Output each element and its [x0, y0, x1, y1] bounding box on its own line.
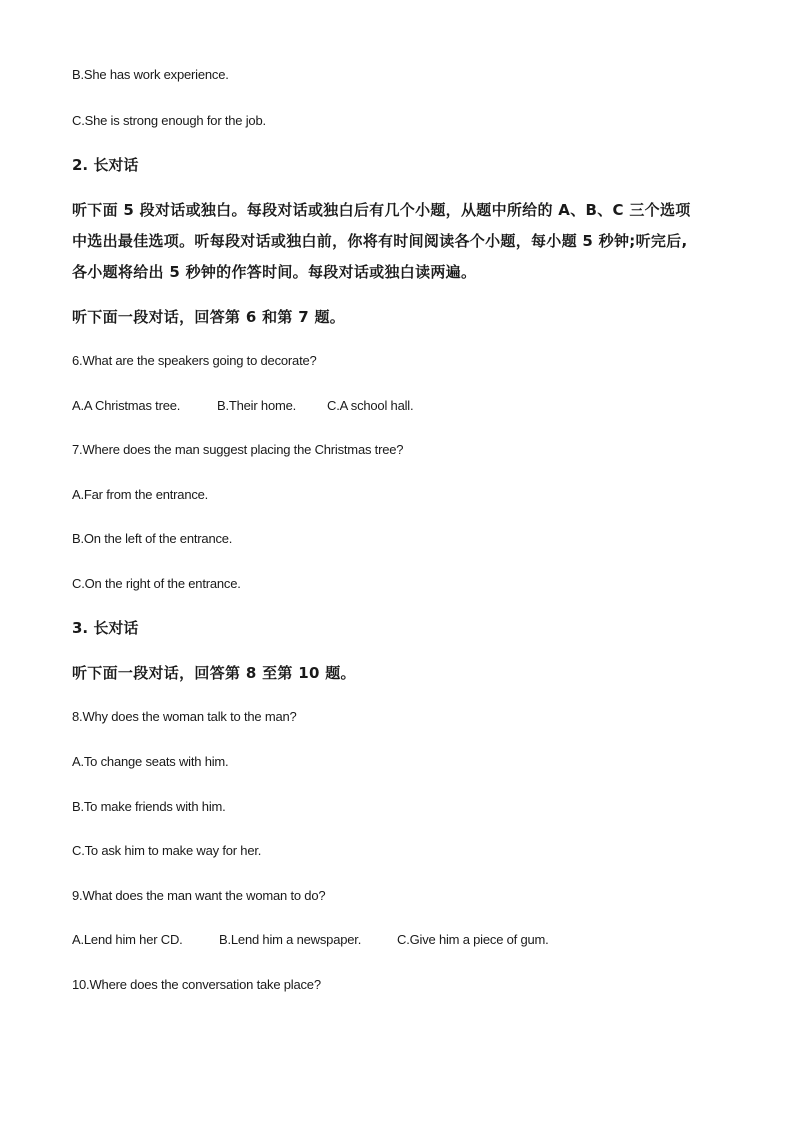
option-b: B.Lend him a newspaper. — [219, 932, 362, 947]
option-a-q8: A.To change seats with him. — [72, 754, 229, 769]
instruction-line-2: 中选出最佳选项。听每段对话或独白前，你将有时间阅读各个小题，每小题 5 秒钟;听完后, — [72, 232, 688, 250]
option-c: C.A school hall. — [327, 398, 414, 413]
instruction-q8-q10: 听下面一段对话，回答第 8 至第 10 题。 — [72, 664, 356, 682]
option-b: B.Their home. — [217, 398, 297, 413]
question-7: 7.Where does the man suggest placing the Christmas tree? — [72, 442, 404, 457]
question-9: 9.What does the man want the woman to do? — [72, 888, 326, 903]
section-3-heading: 3. 长对话 — [72, 619, 139, 637]
option-a: A.Lend him her CD. — [72, 932, 183, 947]
option-a: A.A Christmas tree. — [72, 398, 181, 413]
option-c-q7: C.On the right of the entrance. — [72, 576, 241, 591]
instruction-line-3: 各小题将给出 5 秒钟的作答时间。每段对话或独白读两遍。 — [72, 263, 477, 281]
instruction-q6-q7: 听下面一段对话，回答第 6 和第 7 题。 — [72, 308, 346, 326]
question-6: 6.What are the speakers going to decorate? — [72, 353, 317, 368]
question-9-options — [72, 930, 734, 950]
option-b-q8: B.To make friends with him. — [72, 799, 226, 814]
option-c-q8: C.To ask him to make way for her. — [72, 843, 262, 858]
option-c: C.Give him a piece of gum. — [397, 932, 549, 947]
question-6-options — [72, 396, 734, 416]
option-b-q7: B.On the left of the entrance. — [72, 531, 233, 546]
option-b-q5: B.She has work experience. — [72, 67, 229, 82]
option-c-q5: C.She is strong enough for the job. — [72, 113, 266, 128]
section-2-heading: 2. 长对话 — [72, 156, 139, 174]
question-8: 8.Why does the woman talk to the man? — [72, 709, 297, 724]
instruction-line-1: 听下面 5 段对话或独白。每段对话或独白后有几个小题，从题中所给的 A、B、C 三个选项 — [72, 201, 691, 219]
question-10: 10.Where does the conversation take place? — [72, 977, 321, 992]
option-a-q7: A.Far from the entrance. — [72, 487, 209, 502]
